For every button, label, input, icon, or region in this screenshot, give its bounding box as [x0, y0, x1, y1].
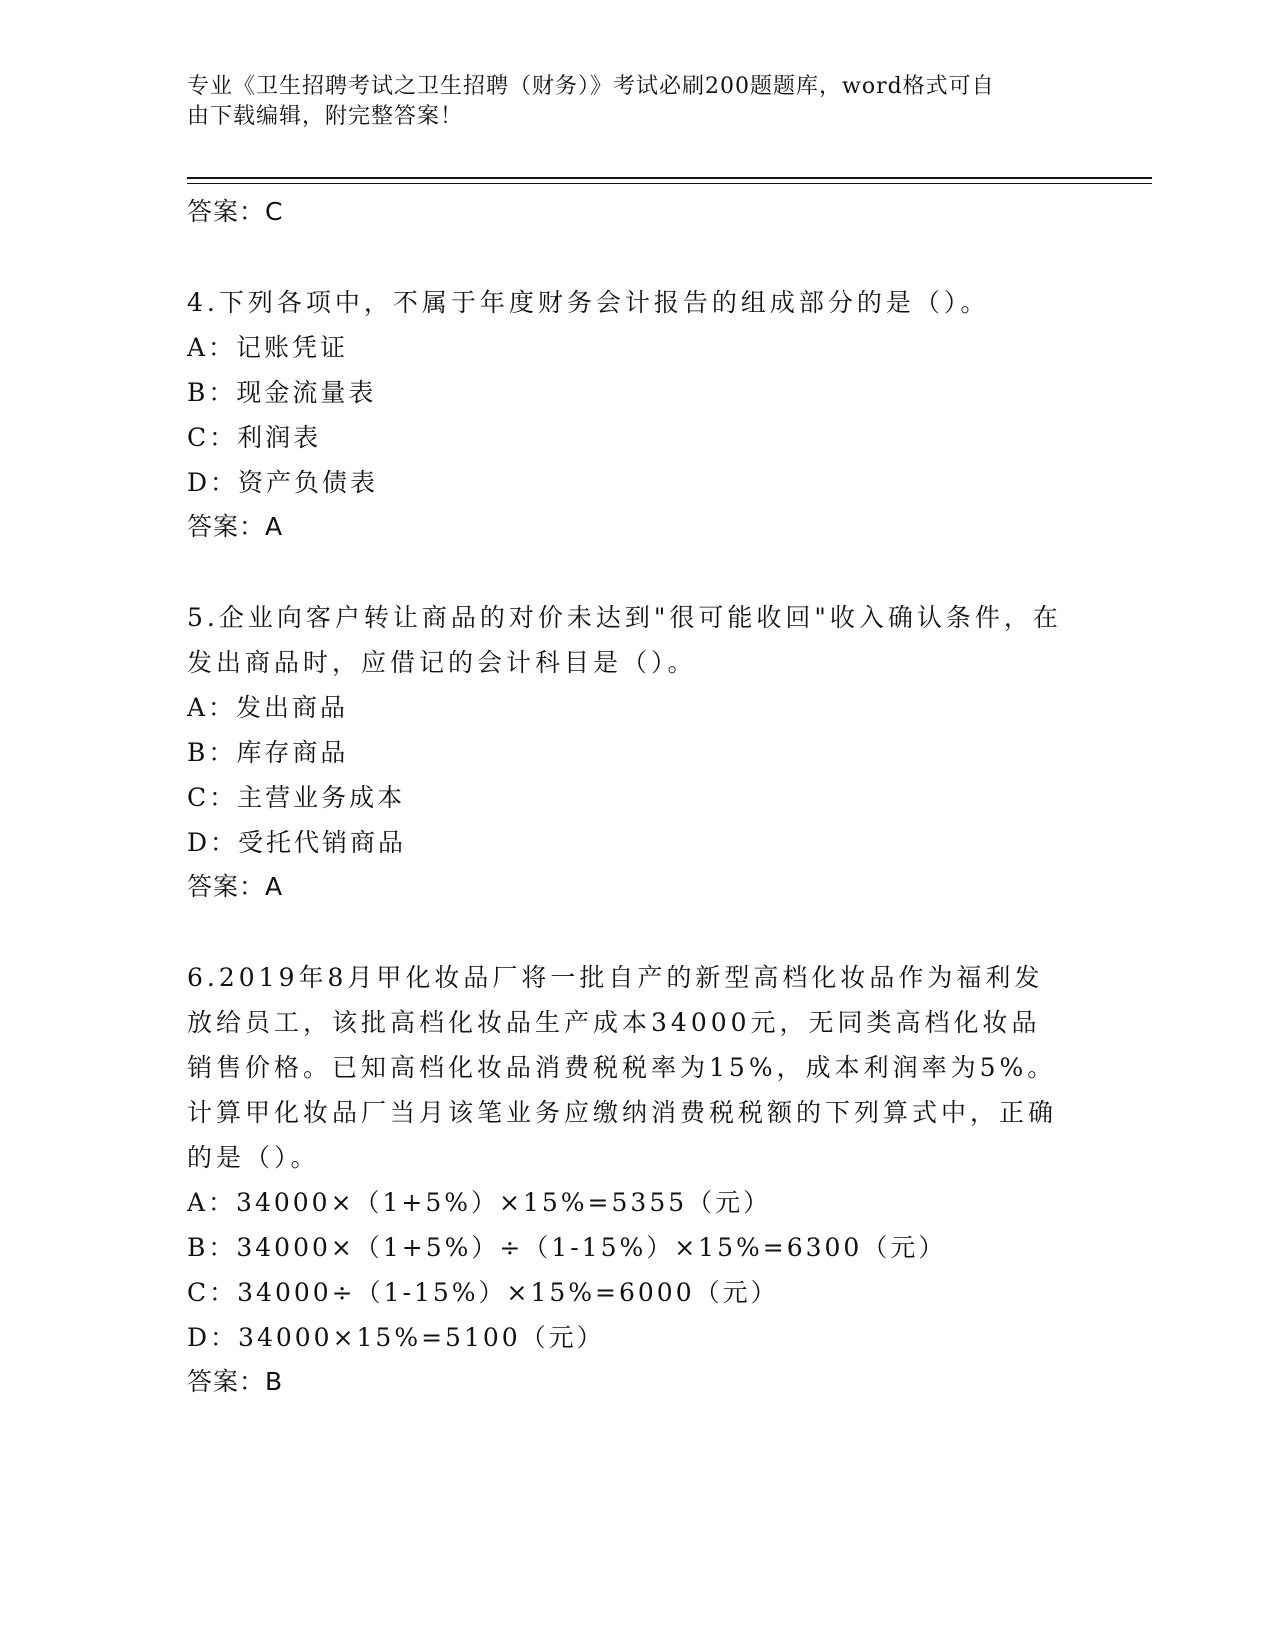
option-d: D：受托代销商品 [187, 828, 407, 857]
option-a: A：记账凭证 [187, 333, 349, 362]
question-item-4 [187, 280, 1067, 549]
question-item-6 [187, 955, 1067, 1404]
option-c: C：34000÷（1-15%）×15%=6000（元） [187, 1278, 779, 1307]
spacer [187, 549, 1067, 595]
option-a: A：发出商品 [187, 693, 349, 722]
header-line-1: 专业《卫生招聘考试之卫生招聘（财务）》考试必刷200题题库，word格式可自 [187, 74, 995, 99]
question-stem: 4.下列各项中，不属于年度财务会计报告的组成部分的是（）。 [187, 288, 990, 317]
option-a: A：34000×（1+5%）×15%=5355（元） [187, 1188, 772, 1217]
question-stem: 6.2019年8月甲化妆品厂将一批自产的新型高档化妆品作为福利发放给员工，该批高档化妆品生产成本34000元，无同类高档化妆品销售价格。已知高档化妆品消费税税率为15%，成本利润率为5%。计算甲化妆品厂当月该笔业务应缴纳消费税税额的下列算式中，正确的是（）。 [187, 963, 1058, 1172]
answer-label: 答案：B [187, 1367, 284, 1396]
spacer [187, 909, 1067, 955]
question-stem: 5.企业向客户转让商品的对价未达到"很可能收回"收入确认条件，在发出商品时，应借记的会计科目是（）。 [187, 603, 1062, 677]
option-b: B：34000×（1+5%）÷（1-15%）×15%=6300（元） [187, 1233, 947, 1262]
header-divider-thick [187, 177, 1152, 179]
option-b: B：库存商品 [187, 738, 349, 767]
option-c: C：主营业务成本 [187, 783, 406, 812]
answer-label: 答案：C [187, 197, 284, 226]
header-line-2: 由下载编辑，附完整答案！ [187, 104, 464, 129]
option-d: D：34000×15%=5100（元） [187, 1323, 605, 1352]
answer-label: 答案：A [187, 872, 284, 901]
question-list [187, 190, 1067, 1404]
answer-label: 答案：A [187, 512, 284, 541]
question-item-5 [187, 595, 1067, 909]
option-d: D：资产负债表 [187, 468, 379, 497]
document-header [187, 72, 1067, 132]
spacer [187, 234, 1067, 280]
option-b: B：现金流量表 [187, 378, 377, 407]
option-c: C：利润表 [187, 423, 322, 452]
header-divider-thin [187, 183, 1152, 184]
